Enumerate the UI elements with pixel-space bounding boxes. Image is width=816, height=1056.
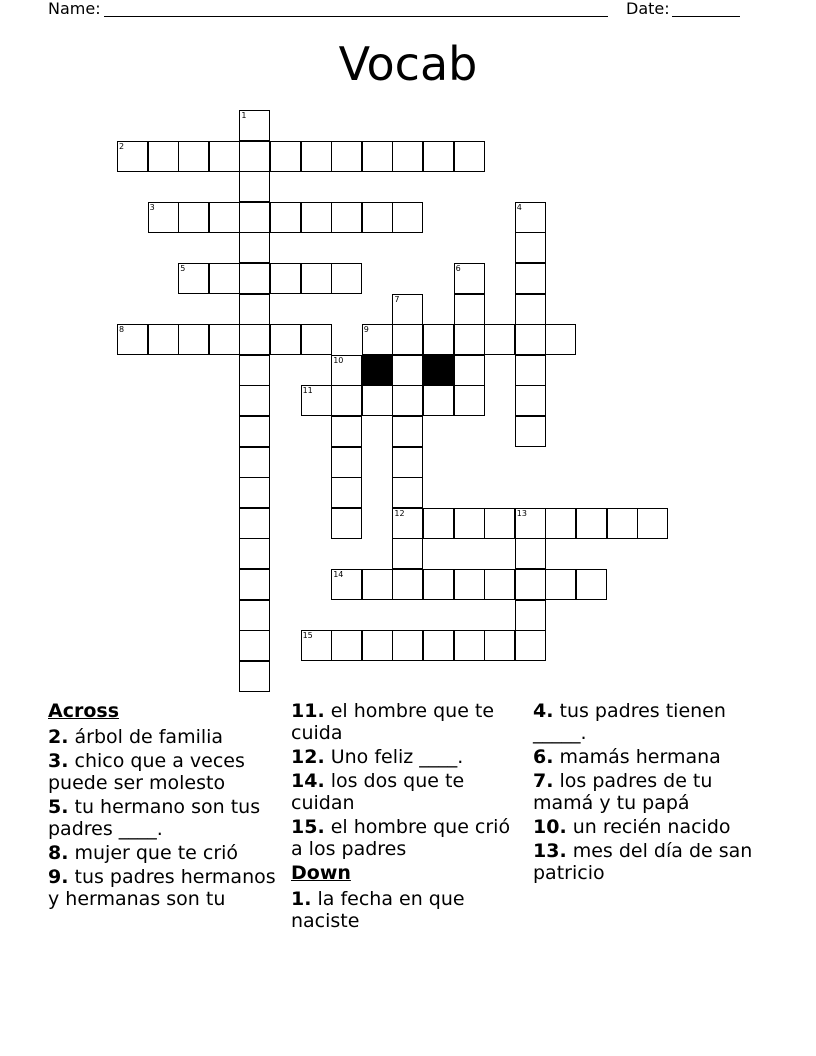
grid-cell[interactable] [576,508,607,539]
grid-cell[interactable] [454,355,485,386]
grid-cell[interactable] [484,569,515,600]
clue-text: chico que a veces puede ser molesto [48,750,245,794]
grid-cell[interactable] [484,508,515,539]
grid-cell[interactable] [117,324,148,355]
grid-cell[interactable] [637,508,668,539]
grid-cell[interactable] [331,447,362,478]
grid-cell[interactable] [331,477,362,508]
clue-number: 5 [180,264,186,273]
grid-cell[interactable] [331,263,362,294]
grid-cell[interactable] [331,569,362,600]
clue-number: 7 [394,294,400,304]
grid-cell[interactable] [239,600,270,631]
grid-cell[interactable] [392,447,423,478]
grid-cell[interactable] [515,538,546,569]
grid-cell[interactable] [148,202,179,233]
grid-cell[interactable] [454,385,485,416]
clue-item [533,700,763,744]
clue-item [533,746,763,768]
grid-cell[interactable] [515,232,546,263]
grid-cell[interactable] [362,141,393,172]
grid-cell[interactable] [209,141,240,172]
clue-num: 1. [291,888,312,910]
grid-cell[interactable] [148,324,179,355]
grid-cell[interactable] [545,324,576,355]
grid-cell[interactable] [362,202,393,233]
clue-item [291,816,517,860]
grid-cell[interactable] [331,508,362,539]
grid-cell[interactable] [301,202,332,233]
grid-cell[interactable] [423,508,454,539]
grid-cell[interactable] [209,324,240,355]
grid-cell[interactable] [301,630,332,661]
clue-text: los padres de tu mamá y tu papá [533,770,713,814]
clue-item [291,888,517,932]
clue-item [533,816,763,838]
grid-cell[interactable] [392,141,423,172]
clue-column-3 [533,700,763,886]
clue-num: 9. [48,866,69,888]
grid-cell[interactable] [301,385,332,416]
grid-cell[interactable] [239,294,270,325]
grid-cell[interactable] [178,202,209,233]
clue-number: 4 [516,202,522,212]
grid-cell[interactable] [454,569,485,600]
grid-cell[interactable] [239,263,270,294]
clue-text: Uno feliz ____. [330,746,464,768]
clue-item [533,770,763,814]
grid-cell[interactable] [392,385,423,416]
clue-num: 14. [291,770,325,792]
across-heading: Across [48,700,120,722]
clue-number: 2 [119,141,125,151]
clue-text: tu hermano son tus padres ____. [48,796,261,840]
clue-num: 10. [533,816,567,838]
grid-cell[interactable] [331,385,362,416]
clue-text: el hombre que crió a los padres [291,816,511,860]
grid-cell[interactable] [515,569,546,600]
grid-cell[interactable] [362,385,393,416]
grid-cell[interactable] [392,355,423,386]
clue-number: 1 [241,111,247,120]
clue-item [48,750,276,794]
grid-cell[interactable] [239,232,270,263]
grid-cell[interactable] [392,630,423,661]
grid-cell[interactable] [515,508,546,539]
grid-cell[interactable] [454,324,485,355]
grid-cell[interactable] [362,630,393,661]
grid-cell[interactable] [392,416,423,447]
clue-item [291,770,517,814]
grid-cell[interactable] [454,508,485,539]
clue-num: 12. [291,746,325,768]
grid-cell[interactable] [239,355,270,386]
grid-cell[interactable] [239,508,270,539]
clue-number: 13 [516,508,527,518]
clue-number: 15 [302,631,313,641]
clue-num: 5. [48,796,69,818]
name-field[interactable] [104,16,608,17]
clue-num: 13. [533,840,567,862]
clue-item [48,726,276,748]
grid-cell[interactable] [270,263,301,294]
grid-cell[interactable] [270,141,301,172]
header [0,0,816,24]
clue-num: 3. [48,750,69,772]
grid-cell[interactable] [545,508,576,539]
clue-item [48,866,276,910]
clue-item [48,796,276,840]
clue-num: 15. [291,816,325,838]
clue-number: 10 [333,355,344,365]
grid-cell[interactable] [515,202,546,233]
grid-cell[interactable] [576,569,607,600]
grid-cell[interactable] [484,630,515,661]
grid-cell[interactable] [423,569,454,600]
grid-cell[interactable] [515,355,546,386]
grid-cell[interactable] [423,630,454,661]
clue-num: 2. [48,726,69,748]
grid-cell[interactable] [454,263,485,294]
clue-number: 6 [455,264,461,273]
clue-number: 3 [149,202,155,212]
clue-text: mes del día de san patricio [533,840,753,884]
grid-cell[interactable] [392,202,423,233]
clue-text: tus padres tienen _____. [533,700,726,744]
grid-cell[interactable] [331,141,362,172]
grid-cell[interactable] [607,508,638,539]
clue-text: el hombre que te cuida [291,700,495,744]
grid-cell[interactable] [423,141,454,172]
grid-cell[interactable] [545,569,576,600]
grid-cell[interactable] [515,324,546,355]
grid-cell[interactable] [178,263,209,294]
date-field[interactable] [672,16,740,17]
clue-num: 8. [48,842,69,864]
grid-cell[interactable] [178,324,209,355]
grid-cell[interactable] [362,324,393,355]
grid-cell[interactable] [301,141,332,172]
down-heading: Down [291,862,351,884]
clue-text: los dos que te cuidan [291,770,465,814]
page-title: Vocab [338,37,478,91]
grid-cell[interactable] [239,110,270,141]
grid-cell[interactable] [239,385,270,416]
clue-column-2 [291,700,517,934]
grid-cell[interactable] [423,324,454,355]
clue-text: mamás hermana [559,746,721,768]
grid-block [423,355,454,386]
clue-item [291,700,517,744]
grid-cell[interactable] [301,324,332,355]
grid-cell[interactable] [484,324,515,355]
clue-num: 11. [291,700,325,722]
grid-cell[interactable] [239,416,270,447]
grid-cell[interactable] [239,141,270,172]
grid-cell[interactable] [331,416,362,447]
clue-text: mujer que te crió [74,842,239,864]
grid-cell[interactable] [117,141,148,172]
grid-block [362,355,393,386]
grid-cell[interactable] [239,202,270,233]
grid-cell[interactable] [392,477,423,508]
grid-cell[interactable] [362,569,393,600]
clue-num: 6. [533,746,554,768]
clue-text: un recién nacido [572,816,731,838]
grid-cell[interactable] [239,477,270,508]
clue-text: tus padres hermanos y hermanas son tu [48,866,276,910]
grid-cell[interactable] [301,263,332,294]
grid-cell[interactable] [392,508,423,539]
grid-cell[interactable] [239,324,270,355]
clue-column-1 [48,700,276,912]
grid-cell[interactable] [239,447,270,478]
grid-cell[interactable] [239,538,270,569]
clue-number: 8 [119,325,125,335]
grid-cell[interactable] [239,171,270,202]
grid-cell[interactable] [239,630,270,661]
clue-num: 7. [533,770,554,792]
grid-cell[interactable] [515,416,546,447]
clue-text: la fecha en que naciste [291,888,465,932]
grid-cell[interactable] [392,538,423,569]
grid-cell[interactable] [515,385,546,416]
grid-cell[interactable] [331,355,362,386]
grid-cell[interactable] [392,324,423,355]
clue-number: 9 [363,325,369,335]
name-label: Name: [48,0,101,18]
grid-cell[interactable] [331,202,362,233]
grid-cell[interactable] [515,263,546,294]
clue-item [291,746,517,768]
clue-num: 4. [533,700,554,722]
grid-cell[interactable] [454,294,485,325]
grid-cell[interactable] [423,385,454,416]
grid-cell[interactable] [270,202,301,233]
grid-cell[interactable] [454,141,485,172]
grid-cell[interactable] [178,141,209,172]
clue-item [533,840,763,884]
clue-text: árbol de familia [74,726,224,748]
clue-item [48,842,276,864]
grid-cell[interactable] [270,324,301,355]
clue-number: 14 [333,570,344,579]
grid-cell[interactable] [209,263,240,294]
grid-cell[interactable] [515,294,546,325]
grid-cell[interactable] [331,630,362,661]
grid-cell[interactable] [239,661,270,692]
grid-cell[interactable] [515,630,546,661]
grid-cell[interactable] [515,600,546,631]
clue-number: 11 [302,386,313,396]
grid-cell[interactable] [239,569,270,600]
grid-cell[interactable] [209,202,240,233]
clue-number: 12 [394,508,405,518]
grid-cell[interactable] [454,630,485,661]
grid-cell[interactable] [392,569,423,600]
grid-cell[interactable] [392,294,423,325]
grid-cell[interactable] [148,141,179,172]
date-label: Date: [626,0,670,18]
